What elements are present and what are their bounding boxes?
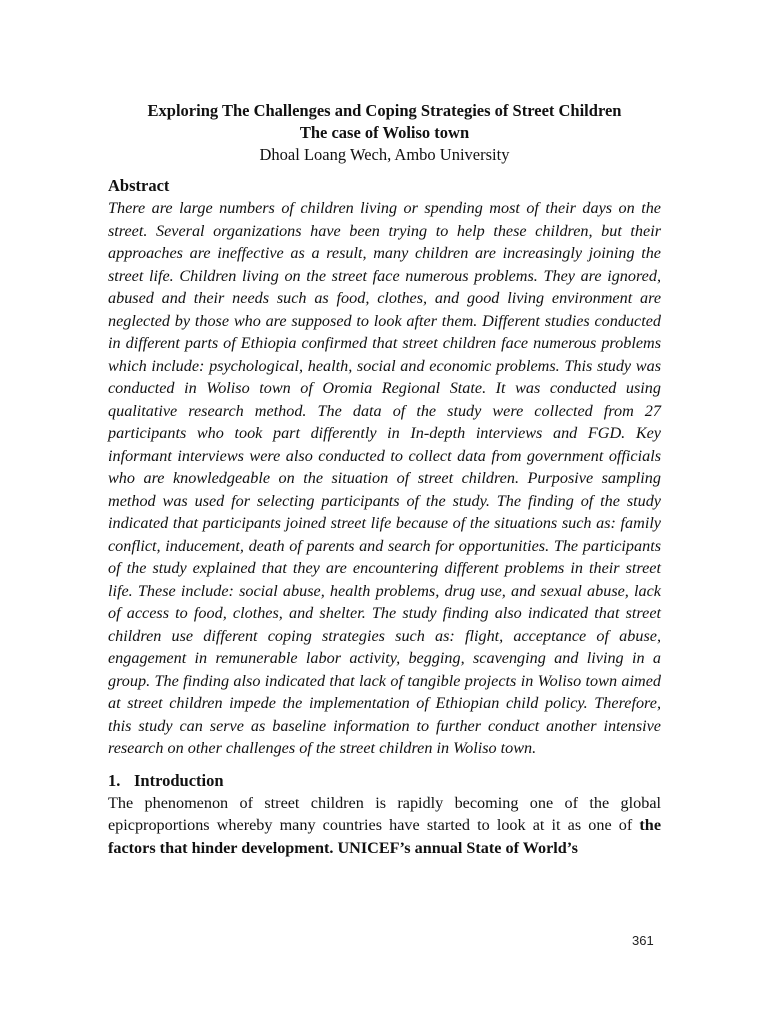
- paper-title-line-1: Exploring The Challenges and Coping Strategies of Street Children: [147, 101, 622, 120]
- paper-author: Dhoal Loang Wech, Ambo University: [259, 145, 510, 164]
- introduction-heading: [108, 770, 661, 792]
- paper-page: [108, 100, 661, 859]
- abstract-heading: Abstract: [108, 176, 170, 195]
- paper-title-line-2: The case of Woliso town: [299, 123, 470, 142]
- introduction-text-bold: the factors that hinder development. UNICEF’s annual State of World’s: [108, 816, 661, 857]
- section-number: 1.: [108, 770, 121, 790]
- paper-title: [108, 100, 661, 144]
- abstract-text: There are large numbers of children living or spending most of their days on the street. Several organizations have been trying to help these children, but their approaches are ineffective as a result, many children are increasingly joining the street life. Children living on the street face numerous problems. They are ignored, abused and their needs such as food, clothes, and good living environment are neglected by those who are supposed to look after them. Different studies conducted in different parts of Ethiopia confirmed that street children face numerous problems which include: psychological, health, social and economic problems. This study was conducted in Woliso town of Oromia Regional State. It was conducted using qualitative research method. The data of the study were collected from 27 participants who took part differently in In-depth interviews and FGD. Key informant interviews were also conducted to collect data from government officials who are knowledgeable on the situation of street children. Purposive sampling method was used for selecting participants of the study. The finding of the study indicated that participants joined street life because of the situations such as: family conflict, inducement, death of parents and search for opportunities. The participants of the study explained that they are encountering different problems in their street life. These include: social abuse, health problems, drug use, and sexual abuse, lack of access to food, clothes, and shelter. The study finding also indicated that street children use different coping strategies such as: flight, acceptance of abuse, engagement in remunerable labor activity, begging, scavenging and living in a group. The finding also indicated that lack of tangible projects in Woliso town aimed at street children impede the implementation of Ethiopian child policy. Therefore, this study can serve as baseline information to further conduct another intensive research on other challenges of the street children in Woliso town.: [108, 199, 661, 757]
- introduction-text-regular: The phenomenon of street children is rapidly becoming one of the global epicproportions whereby many countries have started to look at it as one of: [108, 793, 661, 834]
- section-title: Introduction: [134, 770, 224, 790]
- introduction-text: [108, 792, 661, 860]
- page-number: 361: [632, 933, 654, 948]
